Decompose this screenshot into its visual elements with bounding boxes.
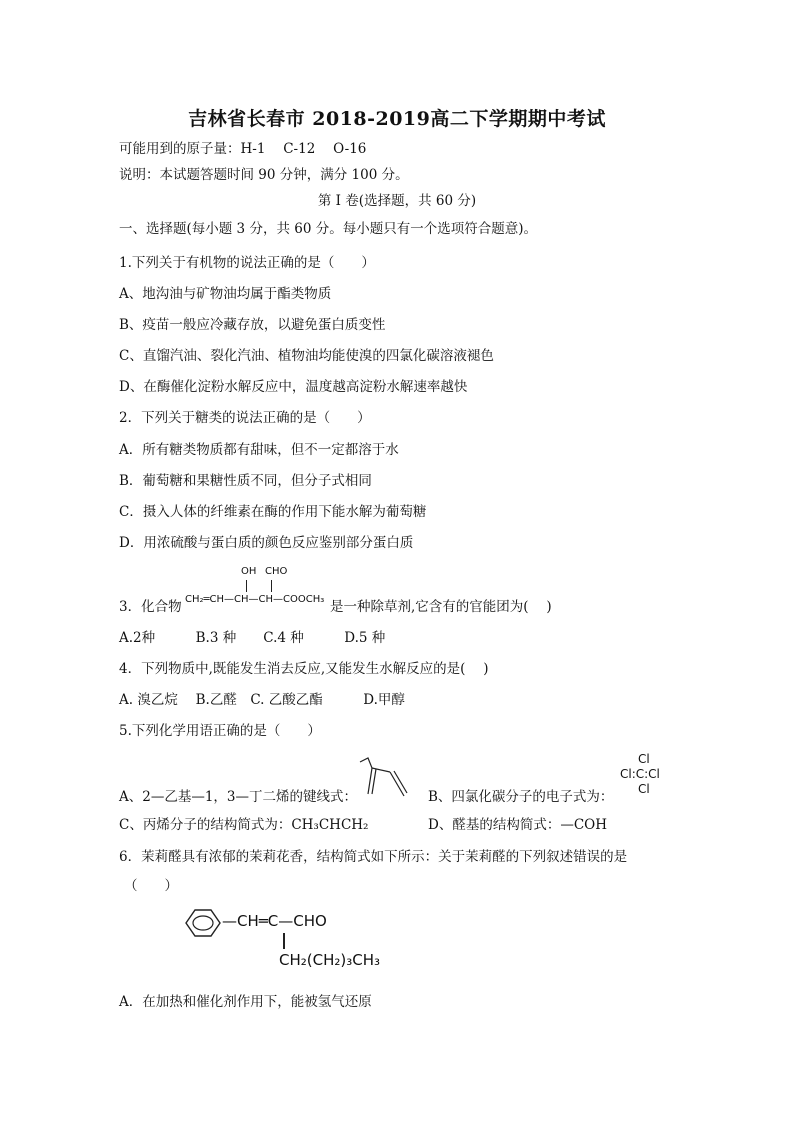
q3-stem-suffix: 是一种除草剂,它含有的官能团为( ) (330, 599, 552, 615)
exam-note: 说明：本试题答题时间 90 分钟，满分 100 分。 (119, 167, 409, 183)
q5-option-c: C、丙烯分子的结构简式为：CH₃CHCH₂ (119, 817, 369, 833)
exam-title: 吉林省长春市 2018-2019高二下学期期中考试 (188, 108, 606, 130)
ccl4-bottom-cl: Cl (638, 782, 650, 796)
q1-stem: 1.下列关于有机物的说法正确的是（ ） (119, 255, 375, 271)
q2-stem: 2．下列关于糖类的说法正确的是（ ） (119, 410, 371, 426)
q3-oh-bond (246, 580, 247, 592)
q4-stem: 4．下列物质中,既能发生消去反应,又能发生水解反应的是( ) (119, 661, 489, 677)
q5-skeletal-formula (358, 756, 408, 806)
q1-option-c: C、直馏汽油、裂化汽油、植物油均能使溴的四氯化碳溶液褪色 (119, 348, 494, 364)
ccl4-middle: Cl:C:Cl (620, 767, 660, 781)
q3-main-chain: CH₂═CH—CH—CH—COOCH₃ (185, 594, 325, 605)
part-heading: 一、选择题(每小题 3 分，共 60 分。每小题只有一个选项符合题意)。 (119, 221, 537, 237)
ccl4-top-cl: Cl (638, 752, 650, 766)
q5-stem: 5.下列化学用语正确的是（ ） (119, 723, 321, 739)
q1-option-b: B、疫苗一般应冷藏存放，以避免蛋白质变性 (119, 317, 386, 333)
q6-main-chain: —CH═C—CHO (222, 912, 327, 930)
q6-stem: 6．茉莉醛具有浓郁的茉莉花香，结构简式如下所示：关于茉莉醛的下列叙述错误的是 (119, 849, 628, 865)
q3-stem-prefix: 3．化合物 (119, 599, 182, 615)
q6-option-a: A．在加热和催化剂作用下，能被氢气还原 (119, 994, 372, 1010)
q2-option-c: C．摄入人体的纤维素在酶的作用下能水解为葡萄糖 (119, 504, 427, 520)
q2-option-a: A．所有糖类物质都有甜味，但不一定都溶于水 (119, 442, 399, 458)
q3-cho-label: CHO (265, 566, 288, 577)
q3-options: A.2种 B.3 种 C.4 种 D.5 种 (119, 630, 386, 646)
q2-option-d: D．用浓硫酸与蛋白质的颜色反应鉴别部分蛋白质 (119, 535, 414, 551)
q3-cho-bond (271, 580, 272, 592)
section-heading: 第 I 卷(选择题，共 60 分) (317, 193, 477, 209)
q6-side-chain: CH₂(CH₂)₃CH₃ (279, 951, 381, 969)
q1-option-a: A、地沟油与矿物油均属于酯类物质 (119, 286, 332, 302)
q3-oh-label: OH (241, 566, 257, 577)
q1-option-d: D、在酶催化淀粉水解反应中，温度越高淀粉水解速率越快 (119, 379, 468, 395)
q6-branch-bond (283, 933, 285, 949)
atomic-mass-line: 可能用到的原子量：H-1 C-12 O-16 (119, 141, 367, 157)
q6-bracket: （ ） (124, 878, 178, 894)
benzene-ring-icon (180, 906, 226, 940)
q5-option-d: D、醛基的结构简式：—COH (428, 817, 607, 833)
q4-options: A. 溴乙烷 B.乙醛 C. 乙酸乙酯 D.甲醇 (119, 692, 405, 708)
q5-option-b: B、四氯化碳分子的电子式为： (428, 789, 614, 805)
q5-option-a: A、2—乙基—1，3—丁二烯的键线式： (119, 789, 358, 805)
q3-structure (185, 566, 335, 616)
q5-ccl4-electron-formula (620, 752, 680, 800)
q2-option-b: B．葡萄糖和果糖性质不同，但分子式相同 (119, 473, 372, 489)
